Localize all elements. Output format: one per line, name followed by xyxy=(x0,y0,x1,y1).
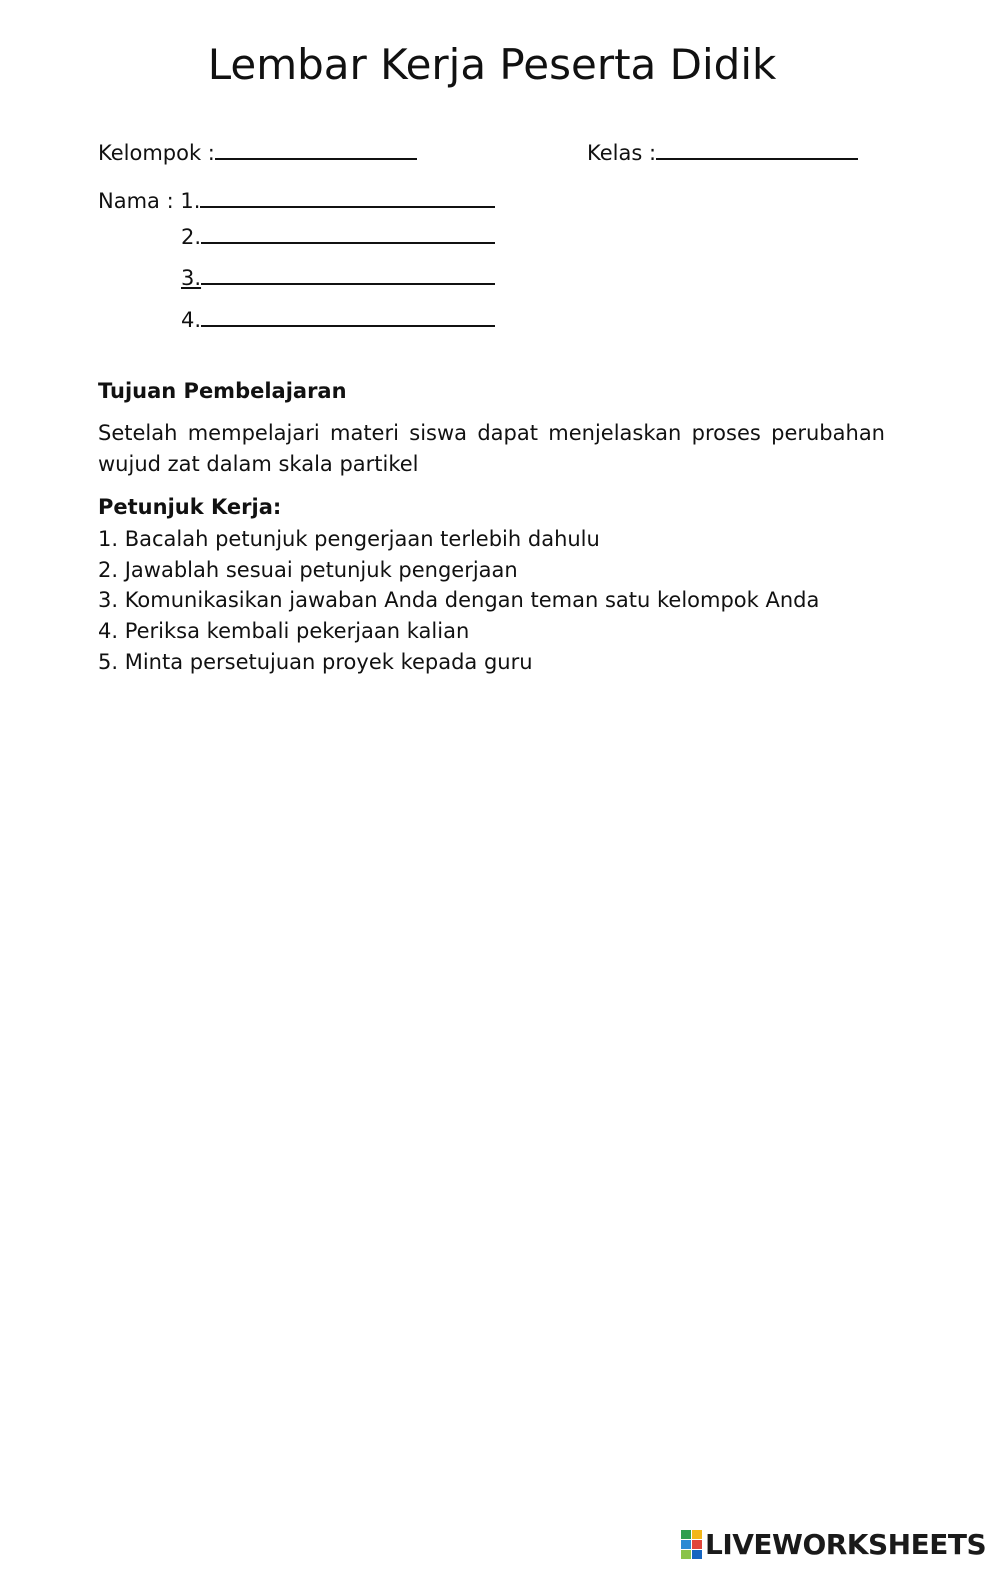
nama-field-1 xyxy=(98,186,495,213)
logo-tile xyxy=(692,1550,702,1559)
nama-number-3: 3. xyxy=(181,266,202,290)
logo-tile xyxy=(692,1540,702,1549)
nama-field-4 xyxy=(181,305,495,332)
logo-tile xyxy=(692,1530,702,1539)
kelas-field xyxy=(587,138,858,165)
liveworksheets-logo xyxy=(681,1527,986,1561)
page-title: Lembar Kerja Peserta Didik xyxy=(207,40,777,89)
petunjuk-step: 2. Jawablah sesuai petunjuk pengerjaan xyxy=(98,557,518,582)
logo-tile xyxy=(681,1550,691,1559)
nama-number-2: 2. xyxy=(181,225,202,249)
liveworksheets-logo-text: LIVEWORKSHEETS xyxy=(705,1527,987,1561)
kelas-label: Kelas : xyxy=(587,141,657,165)
nama-blank-3[interactable] xyxy=(201,263,495,285)
logo-tile xyxy=(681,1540,691,1549)
tujuan-text: Setelah mempelajari materi siswa dapat menjelaskan proses perubahan wujud zat dalam skala partikel xyxy=(98,421,885,476)
kelompok-field xyxy=(98,138,417,165)
nama-field-2 xyxy=(181,222,495,249)
nama-blank-2[interactable] xyxy=(201,222,495,244)
petunjuk-step: 5. Minta persetujuan proyek kepada guru xyxy=(98,649,533,674)
petunjuk-list xyxy=(98,524,819,678)
liveworksheets-logo-icon xyxy=(681,1530,701,1558)
petunjuk-step: 4. Periksa kembali pekerjaan kalian xyxy=(98,619,470,644)
nama-number-4: 4. xyxy=(181,308,202,332)
nama-blank-4[interactable] xyxy=(201,305,495,327)
logo-tile xyxy=(681,1530,691,1539)
kelas-blank[interactable] xyxy=(656,138,858,160)
nama-field-3 xyxy=(181,263,495,290)
petunjuk-step: 1. Bacalah petunjuk pengerjaan terlebih dahulu xyxy=(98,527,600,551)
kelompok-label: Kelompok : xyxy=(98,141,215,165)
kelompok-blank[interactable] xyxy=(215,138,417,160)
nama-blank-1[interactable] xyxy=(200,186,495,208)
petunjuk-heading: Petunjuk Kerja: xyxy=(98,495,282,519)
tujuan-heading: Tujuan Pembelajaran xyxy=(98,379,347,403)
petunjuk-step: 3. Komunikasikan jawaban Anda dengan teman satu kelompok Anda xyxy=(98,588,820,613)
nama-label: Nama : 1. xyxy=(98,189,201,213)
